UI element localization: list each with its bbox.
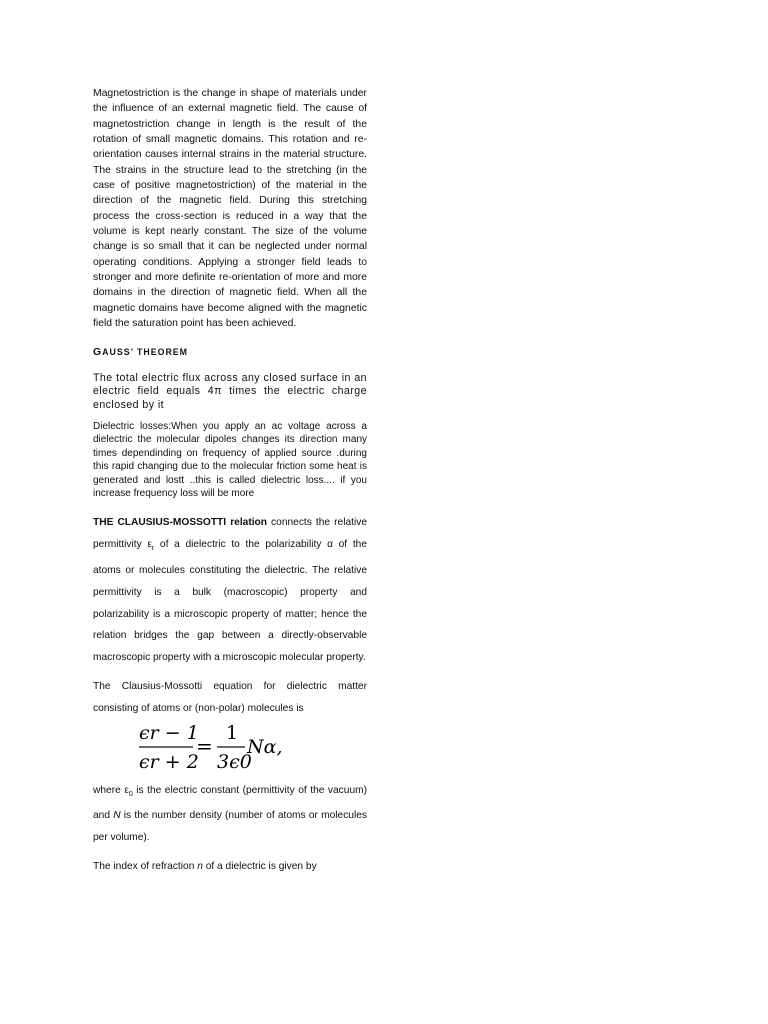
equation-intro: The Clausius-Mossotti equation for dielectric matter consisting of atoms or (non-polar) molecules is: [93, 681, 367, 714]
where-text-2: is the electric constant (permittivity of the vacuum) and: [93, 784, 367, 822]
where-text-1: where ε: [93, 784, 129, 796]
gauss-heading-rest: AUSS’ THEOREM: [102, 346, 188, 357]
where-paragraph: [93, 780, 367, 849]
where-text-3: is the number density (number of atoms or molecules per volume).: [93, 810, 367, 844]
equation-tail: Nα,: [247, 735, 283, 758]
where-subscript-0: 0: [128, 790, 133, 798]
clausius-mossotti-equation: [93, 720, 367, 776]
equation-denominator-right: 3ϵ0: [217, 750, 252, 773]
clausius-text-2: of a dielectric to the polarizability α of the atoms or molecules constituting the dielectric. The relative permittivity is a bulk (macroscopic) property and polarizability is a microscopic property of matter; hence the relation bridges the gap between a directly-observable macroscopic property with a microscopic molecular property.: [93, 539, 367, 664]
gauss-heading-initial: G: [93, 345, 103, 358]
dielectric-losses-paragraph: Dielectric losses:When you apply an ac voltage across a dielectric the molecular dipoles changes its direction many times dependinding on frequency of applied source .during this rapid changing due to the molecular friction some heat is generated and lostt ..this is called dielectric loss.... if you increase frequency loss will be more: [93, 421, 367, 500]
refraction-n: n: [197, 861, 203, 873]
gauss-theorem-heading: [93, 346, 367, 358]
equation-denominator-left: ϵr + 2: [139, 750, 199, 773]
refraction-text-2: of a dielectric is given by: [202, 861, 317, 873]
equation-numerator-right: 1: [226, 721, 239, 744]
clausius-mossotti-title: THE CLAUSIUS-MOSSOTTI relation: [93, 517, 267, 529]
clausius-text-1: connects the relative permittivity ε: [93, 517, 367, 551]
document-body: [93, 86, 367, 875]
where-N: N: [113, 810, 121, 822]
refraction-text-1: The index of refraction: [93, 861, 198, 873]
equation-equals: =: [196, 733, 213, 758]
magnetostriction-paragraph: Magnetostriction is the change in shape of materials under the influence of an external magnetic field. The cause of magnetostriction change in length is the result of the rotation of small magnetic domains. This rotation and re-orientation causes internal strains in the material structure. The strains in the structure lead to the stretching (in the case of positive magnetostriction) of the material in the direction of the magnetic field. During this stretching process the cross-section is reduced in a way that the volume is kept nearly constant. The size of the volume change is so small that it can be neglected under normal operating conditions. Applying a stronger field leads to stronger and more definite re-orientation of more and more domains in the direction of magnetic field. When all the magnetic domains have become aligned with the magnetic field the saturation point has been achieved.: [93, 88, 367, 330]
gauss-theorem-statement: The total electric flux across any closed surface in an electric field equals 4π times the electric charge enclosed by it: [93, 371, 367, 411]
clausius-subscript-r: r: [151, 545, 155, 553]
refraction-paragraph: [93, 859, 367, 875]
clausius-mossotti-paragraph: [93, 512, 367, 669]
equation-numerator-left: ϵr − 1: [139, 721, 199, 744]
